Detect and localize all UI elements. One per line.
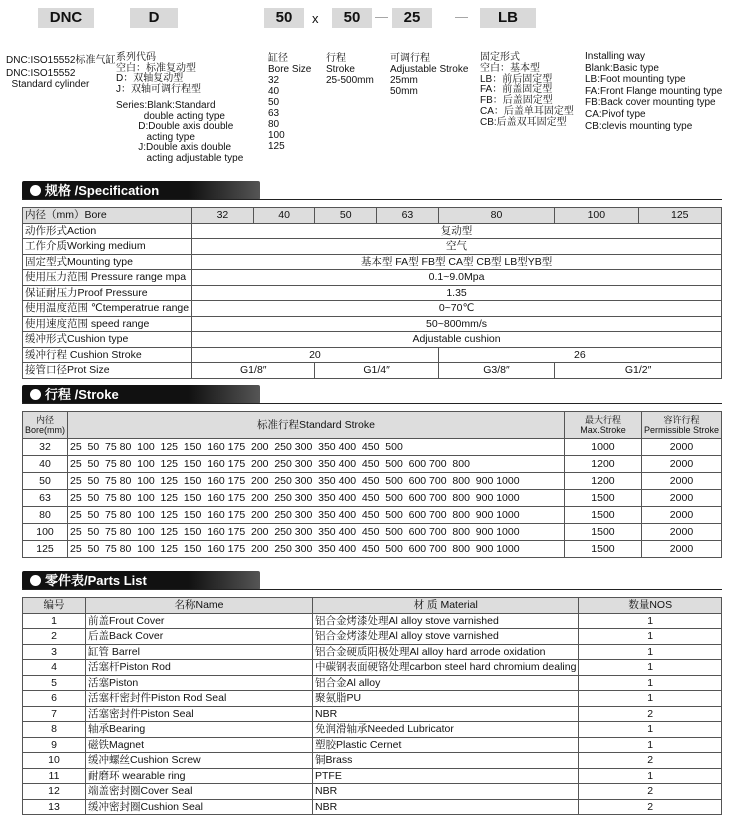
part-name: 活塞密封件Piston Seal xyxy=(86,706,313,722)
part-name: 后盖Back Cover xyxy=(86,629,313,645)
code-adjust: 25 xyxy=(392,8,432,28)
part-qty: 2 xyxy=(579,799,722,815)
legend-line: 80 xyxy=(268,119,280,130)
legend-line: 行程 xyxy=(326,53,346,64)
part-no: 6 xyxy=(23,691,86,707)
legend-line: 25-500mm xyxy=(326,75,374,86)
part-no: 11 xyxy=(23,768,86,784)
part-no: 9 xyxy=(23,737,86,753)
table-row xyxy=(23,660,722,676)
code-mount: LB xyxy=(480,8,536,28)
stroke-table: 内径 Bore(mm) 标准行程Standard Stroke 最大行程 Max.Stroke 容许行程 Permissible Stroke 32 25 50 75 80 100 125 150 160 175 200 250 300 350 400 450 500 1000 2000 40 25 50 75 80 100 125 150 160 175 200 250 300 350 400 450 500 600 700 800 1200 2000 50 25 50 75 80 100 125 150 160 175 200 250 300 350 400 450 500 600 700 800 900 1000 1200 2000 63 25 50 75 80 100 125 150 160 175 200 250 300 350 400 450 500 600 700 800 900 1000 1500 2000 80 25 50 75 80 100 125 150 160 175 200 250 300 350 400 450 500 600 700 800 900 1000 1500 2000 100 25 50 75 80 100 125 150 160 175 200 250 300 350 400 450 500 600 700 800 900 1000 1500 2000 125 25 50 75 80 100 125 150 160 175 200 250 300 350 400 450 500 600 700 800 900 1000 1500 2000 xyxy=(22,411,722,558)
part-no: 3 xyxy=(23,644,86,660)
spec-row-label: 工作介质Working medium xyxy=(23,239,192,255)
legend-line: 空白：基本型 xyxy=(480,62,540,74)
perm-stroke: 2000 xyxy=(641,456,721,473)
legend-line: CA:Pivof type xyxy=(585,108,646,120)
legend-line: 40 xyxy=(268,86,280,97)
table-row xyxy=(23,768,722,784)
part-qty: 2 xyxy=(579,753,722,769)
legend-line: acting adjustable type xyxy=(116,152,244,164)
part-material: 铜Brass xyxy=(313,753,579,769)
bullet-icon xyxy=(30,185,41,196)
part-no: 12 xyxy=(23,784,86,800)
divider xyxy=(22,589,722,590)
part-qty: 1 xyxy=(579,660,722,676)
part-name: 活塞杆Piston Rod xyxy=(86,660,313,676)
part-qty: 2 xyxy=(579,706,722,722)
stroke-values: 25 50 75 80 100 125 150 160 175 200 250 300 350 400 450 500 600 700 800 900 1000 xyxy=(68,524,565,541)
max-stroke: 1500 xyxy=(564,541,641,558)
spec-row-value: 50~800mm/s xyxy=(192,316,722,332)
part-name: 端盖密封圈Cover Seal xyxy=(86,784,313,800)
legend-line: LB:Foot mounting type xyxy=(585,74,686,86)
spec-row-value: 空气 xyxy=(192,239,722,255)
divider xyxy=(22,199,722,200)
legend-line: FA：前盖固定型 xyxy=(480,84,553,96)
table-row xyxy=(23,439,722,456)
perm-stroke: 2000 xyxy=(641,439,721,456)
max-stroke: 1200 xyxy=(564,473,641,490)
separator: — xyxy=(455,9,468,24)
legend-line: acting type xyxy=(116,131,195,143)
table-row xyxy=(23,644,722,660)
stroke-values: 25 50 75 80 100 125 150 160 175 200 250 300 350 400 450 500 600 700 800 900 1000 xyxy=(68,507,565,524)
spec-row-label: 动作形式Action xyxy=(23,223,192,239)
separator: — xyxy=(375,9,388,24)
table-row xyxy=(23,507,722,524)
part-material: NBR xyxy=(313,799,579,815)
legend-line: 25mm xyxy=(390,75,418,86)
legend-dnc: DNC:ISO15552标准气缸 DNC:ISO15552 Standard cylinder xyxy=(6,55,116,90)
spec-row xyxy=(23,301,722,317)
legend-line: Bore Size xyxy=(268,64,312,75)
legend-line: 50 xyxy=(268,97,280,108)
legend-line: J：双轴可调行程型 xyxy=(116,83,201,95)
spec-row xyxy=(23,270,722,286)
legend-line: D：双轴复动型 xyxy=(116,73,184,84)
part-name: 轴承Bearing xyxy=(86,722,313,738)
legend-line: 100 xyxy=(268,130,285,141)
spec-row xyxy=(23,223,722,239)
spec-row-value: 0.1~9.0Mpa xyxy=(192,270,722,286)
legend-line: CB:clevis mounting type xyxy=(585,120,693,132)
spec-row-value: Adjustable cushion xyxy=(192,332,722,348)
legend-line: LB：前后固定型 xyxy=(480,73,553,85)
spec-row-value: 基本型 FA型 FB型 CA型 CB型 LB型YB型 xyxy=(192,254,722,270)
legend-line: 125 xyxy=(268,141,285,152)
part-material: NBR xyxy=(313,784,579,800)
stroke-bore: 32 xyxy=(23,439,68,456)
legend-line: 空白：标准复动型 xyxy=(116,62,196,74)
part-no: 8 xyxy=(23,722,86,738)
part-material: PTFE xyxy=(313,768,579,784)
bullet-icon xyxy=(30,575,41,586)
section-parts: 零件表/Parts List xyxy=(22,571,260,590)
part-qty: 1 xyxy=(579,613,722,629)
part-qty: 1 xyxy=(579,737,722,753)
legend-mount-en xyxy=(585,51,722,132)
part-qty: 1 xyxy=(579,644,722,660)
part-qty: 1 xyxy=(579,722,722,738)
section-stroke: 行程 /Stroke xyxy=(22,385,260,404)
spec-row-value: 1.35 xyxy=(192,285,722,301)
spec-bore-label: 内径（mm）Bore xyxy=(23,208,192,224)
stroke-bore: 50 xyxy=(23,473,68,490)
legend-line: CB:后盖双耳固定型 xyxy=(480,116,567,128)
part-material: 铝合金烤漆处理Al alloy stove varnished xyxy=(313,613,579,629)
spec-row xyxy=(23,316,722,332)
spec-row-value: 0~70℃ xyxy=(192,301,722,317)
part-material: 聚氨脂PU xyxy=(313,691,579,707)
stroke-bore: 40 xyxy=(23,456,68,473)
table-row xyxy=(23,784,722,800)
legend-line: 可调行程 xyxy=(390,53,430,64)
legend-stroke xyxy=(326,53,374,86)
table-row xyxy=(23,541,722,558)
code-dnc: DNC xyxy=(38,8,94,28)
spec-row xyxy=(23,285,722,301)
legend-adjust xyxy=(390,53,468,97)
part-material: 塑胶Plastic Cernet xyxy=(313,737,579,753)
table-row xyxy=(23,524,722,541)
part-material: 免润滑轴承Needed Lubricator xyxy=(313,722,579,738)
part-qty: 1 xyxy=(579,691,722,707)
part-name: 缸管 Barrel xyxy=(86,644,313,660)
stroke-values: 25 50 75 80 100 125 150 160 175 200 250 300 350 400 450 500 600 700 800 xyxy=(68,456,565,473)
legend-mount-cn xyxy=(480,53,574,129)
code-series: D xyxy=(130,8,178,28)
max-stroke: 1500 xyxy=(564,490,641,507)
spec-row xyxy=(23,239,722,255)
legend-line: 固定形式 xyxy=(480,52,520,63)
part-no: 2 xyxy=(23,629,86,645)
legend-line: double acting type xyxy=(116,110,225,122)
part-no: 5 xyxy=(23,675,86,691)
table-row xyxy=(23,675,722,691)
part-material: 中碳钢表面硬铬处理carbon steel hard chromium dealing xyxy=(313,660,579,676)
table-row xyxy=(23,737,722,753)
section-specification: 规格 /Specification xyxy=(22,181,260,200)
part-name: 缓冲密封圈Cushion Seal xyxy=(86,799,313,815)
table-row xyxy=(23,629,722,645)
part-name: 耐磨环 wearable ring xyxy=(86,768,313,784)
legend-series xyxy=(116,53,243,164)
code-x: x xyxy=(312,11,319,26)
spec-row-label: 使用速度范围 speed range xyxy=(23,316,192,332)
table-row xyxy=(23,456,722,473)
part-qty: 2 xyxy=(579,784,722,800)
table-row xyxy=(23,473,722,490)
perm-stroke: 2000 xyxy=(641,473,721,490)
stroke-bore: 80 xyxy=(23,507,68,524)
perm-stroke: 2000 xyxy=(641,490,721,507)
max-stroke: 1500 xyxy=(564,507,641,524)
legend-line: FA:Front Flange mounting type xyxy=(585,85,723,97)
part-no: 4 xyxy=(23,660,86,676)
part-name: 缓冲螺丝Cushion Screw xyxy=(86,753,313,769)
code-stroke: 50 xyxy=(332,8,372,28)
code-bore: 50 xyxy=(264,8,304,28)
part-no: 1 xyxy=(23,613,86,629)
stroke-values: 25 50 75 80 100 125 150 160 175 200 250 300 350 400 450 500 600 700 800 900 1000 xyxy=(68,473,565,490)
stroke-bore: 125 xyxy=(23,541,68,558)
spec-row-value: 复动型 xyxy=(192,223,722,239)
part-no: 10 xyxy=(23,753,86,769)
legend-line: Blank:Basic type xyxy=(585,62,659,74)
parts-table: 编号 名称Name 材 质 Material 数量NOS 1 前盖Frout Cover 铝合金烤漆处理Al alloy stove varnished 1 2 后盖Back Cover 铝合金烤漆处理Al alloy stove varnished 1 3 缸管 Barrel 铝合金硬质阳极处理Al alloy hard arrode oxidation 1 4 活塞杆Piston Rod 中碳钢表面硬铬处理carbon steel hard chromium dealing 1 5 活塞Piston 铝合金Al alloy 1 6 活塞杆密封件Piston Rod Seal 聚氨脂PU 1 7 活塞密封件Piston Seal NBR 2 8 轴承Bearing 免润滑轴承Needed Lubricator 1 9 磁铁Magnet 塑胶Plastic Cernet 1 10 缓冲螺丝Cushion Screw 铜Brass 2 11 耐磨环 wearable ring PTFE 1 12 端盖密封圈Cover Seal NBR 2 13 缓冲密封圈Cushion Seal NBR 2 xyxy=(22,597,722,815)
stroke-bore: 63 xyxy=(23,490,68,507)
spec-row xyxy=(23,254,722,270)
stroke-values: 25 50 75 80 100 125 150 160 175 200 250 300 350 400 450 500 600 700 800 900 1000 xyxy=(68,490,565,507)
port-size-label: 接管口径Prot Size xyxy=(23,363,192,379)
legend-line: Series:Blank:Standard xyxy=(116,100,216,111)
legend-line: Adjustable Stroke xyxy=(390,64,469,75)
stroke-bore: 100 xyxy=(23,524,68,541)
perm-stroke: 2000 xyxy=(641,541,721,558)
spec-row-label: 缓冲形式Cushion type xyxy=(23,332,192,348)
table-row xyxy=(23,613,722,629)
spec-row xyxy=(23,332,722,348)
legend-line: D:Double axis double xyxy=(116,121,234,132)
cushion-stroke-label: 缓冲行程 Cushion Stroke xyxy=(23,347,192,363)
table-row xyxy=(23,490,722,507)
max-stroke: 1000 xyxy=(564,439,641,456)
part-no: 13 xyxy=(23,799,86,815)
legend-line: 32 xyxy=(268,75,280,86)
spec-row-label: 使用温度范围 ℃temperatrue range xyxy=(23,301,192,317)
legend-line: CA：后盖单耳固定型 xyxy=(480,105,574,117)
table-row xyxy=(23,722,722,738)
perm-stroke: 2000 xyxy=(641,507,721,524)
perm-stroke: 2000 xyxy=(641,524,721,541)
spec-table: 内径（mm）Bore 32 40 50 63 80 100 125 动作形式Action 复动型 工作介质Working medium 空气 固定型式Mounting type 基本型 FA型 FB型 CA型 CB型 LB型YB型 使用压力范围 Pressure range mpa 0.1~9.0Mpa 保证耐压力Proof Pressure 1.35 使用温度范围 ℃temperatrue range 0~70℃ 使用速度范围 speed range 50~800mm/s 缓冲形式Cushion type Adjustable cushion 缓冲行程 Cushion Stroke 20 26 接管口径Prot Size G1/8″ G1/4″ G3/8″ G1/2″ xyxy=(22,207,722,379)
table-row xyxy=(23,691,722,707)
part-no: 7 xyxy=(23,706,86,722)
part-material: 铝合金烤漆处理Al alloy stove varnished xyxy=(313,629,579,645)
table-row xyxy=(23,753,722,769)
legend-bore xyxy=(268,53,311,152)
legend-line: 系列代码 xyxy=(116,52,156,63)
part-qty: 1 xyxy=(579,768,722,784)
part-qty: 1 xyxy=(579,629,722,645)
stroke-values: 25 50 75 80 100 125 150 160 175 200 250 300 350 400 450 500 600 700 800 900 1000 xyxy=(68,541,565,558)
legend-line: Installing way xyxy=(585,51,646,62)
legend-line: 63 xyxy=(268,108,280,119)
legend-line: 50mm xyxy=(390,86,418,97)
legend-line: J:Double axis double xyxy=(116,142,232,153)
part-name: 前盖Frout Cover xyxy=(86,613,313,629)
spec-row-label: 使用压力范围 Pressure range mpa xyxy=(23,270,192,286)
part-name: 磁铁Magnet xyxy=(86,737,313,753)
part-material: NBR xyxy=(313,706,579,722)
legend-line: 缸径 xyxy=(268,53,288,64)
spec-row-label: 保证耐压力Proof Pressure xyxy=(23,285,192,301)
table-row xyxy=(23,706,722,722)
max-stroke: 1200 xyxy=(564,456,641,473)
stroke-values: 25 50 75 80 100 125 150 160 175 200 250 300 350 400 450 500 xyxy=(68,439,565,456)
legend-line: FB：后盖固定型 xyxy=(480,95,553,107)
divider xyxy=(22,403,722,404)
max-stroke: 1500 xyxy=(564,524,641,541)
part-material: 铝合金Al alloy xyxy=(313,675,579,691)
part-name: 活塞杆密封件Piston Rod Seal xyxy=(86,691,313,707)
legend-line: FB:Back cover mounting type xyxy=(585,97,716,109)
bullet-icon xyxy=(30,389,41,400)
part-name: 活塞Piston xyxy=(86,675,313,691)
spec-row-label: 固定型式Mounting type xyxy=(23,254,192,270)
part-material: 铝合金硬质阳极处理Al alloy hard arrode oxidation xyxy=(313,644,579,660)
part-qty: 1 xyxy=(579,675,722,691)
legend-line: Stroke xyxy=(326,64,355,75)
